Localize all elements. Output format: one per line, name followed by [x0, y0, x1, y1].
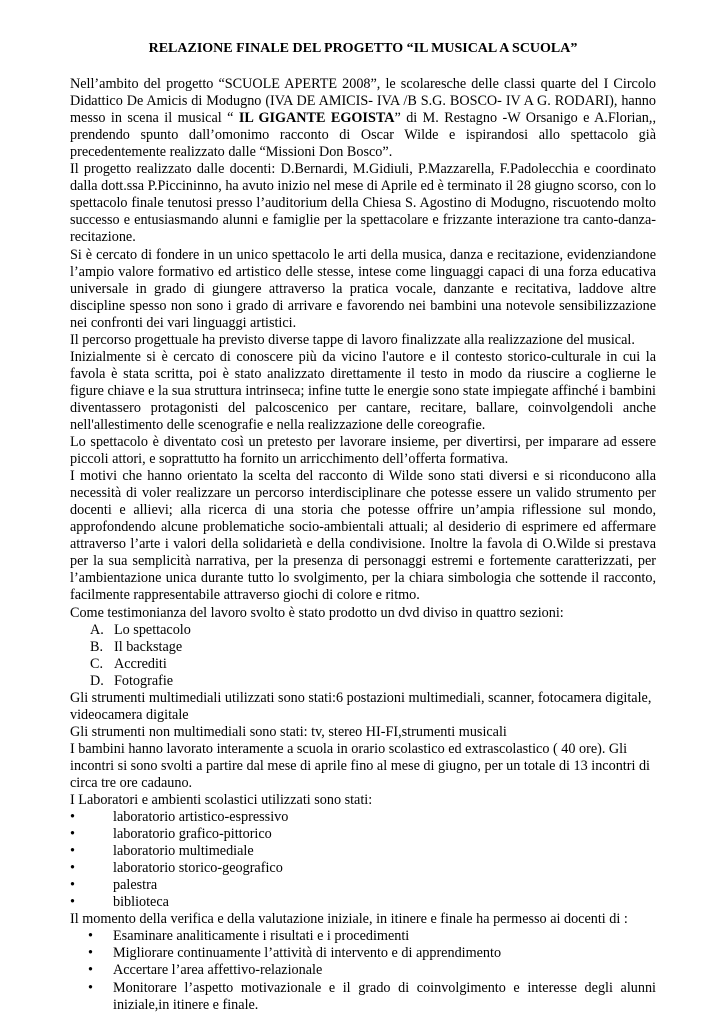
list-item: • Migliorare continuamente l’attività di intervento e di apprendimento [88, 945, 502, 962]
bullet-icon: • [88, 928, 93, 945]
list-item: • Accertare l’area affettivo-relazionale [88, 962, 323, 979]
bullet-icon: • [70, 894, 75, 911]
paragraph-percorso: Il percorso progettuale ha previsto diverse tappe di lavoro finalizzate alla realizzazione del musical. [70, 331, 635, 348]
list-item: D. Fotografie [90, 672, 174, 689]
paragraph-verifica: Il momento della verifica e della valutazione iniziale, in itinere e finale ha permesso ai docenti di : [70, 911, 628, 928]
paragraph-testimonianza: Come testimonianza del lavoro svolto è stato prodotto un dvd diviso in quattro sezioni: [70, 604, 564, 621]
labs-list [70, 809, 656, 911]
bullet-icon: • [70, 877, 75, 894]
document-page [70, 40, 656, 1014]
paragraph-inizialmente: Inizialmente si è cercato di conoscere più da vicino l'autore e il contesto storico-culturale in cui la favola è stata scritta, poi è stato analizzato direttamente il testo in modo da riuscire a coglierne le figure chiave e la sua struttura intrinseca; infine tutte le energie sono state impiegate affinché i bambini diventassero protagonisti del palcoscenico per cantare, recitare, ballare, coinvolgendoli anche nell'allestimento delle scenografie e nella realizzazione delle coreografie. [70, 348, 656, 433]
paragraph-strumenti-non-multimediali: Gli strumenti non multimediali sono stati: tv, stereo HI-FI,strumenti musicali [70, 723, 507, 740]
paragraph-strumenti-multimediali: Gli strumenti multimediali utilizzati sono stati:6 postazioni multimediali, scanner, fotocamera digitale, videocamera digitale [70, 689, 652, 723]
list-item: • laboratorio artistico-espressivo [70, 809, 289, 826]
paragraph-spettacolo: Lo spettacolo è diventato così un pretesto per lavorare insieme, per divertirsi, per imparare ad essere piccoli attori, e soprattutto ha fornito un arricchimento dell’offerta formativa. [70, 434, 656, 468]
list-item: • laboratorio storico-geografico [70, 860, 283, 877]
bullet-icon: • [88, 962, 93, 979]
paragraph-orario: I bambini hanno lavorato interamente a scuola in orario scolastico ed extrascolastico ( 40 ore). Gli incontri si sono svolti a partire dal mese di aprile fino al mese di giugno, per un totale di 13 incontri di circa tre ore cadauno. [70, 740, 650, 791]
dvd-sections-list [70, 622, 656, 690]
intro-text-start: Nell’ambito del progetto “SCUOLE APERTE 2008”, le scolaresche delle classi quarte del I Circolo Didattico De Amicis di Modugno (IVA DE AMICIS- IVA /B S.G. BOSCO- IV A G. RODARI), hanno messo in scena il musical “ [70, 76, 656, 127]
intro-text-end: ” di M. Restagno -W Orsanigo e A.Florian,, prendendo spunto dall’omonimo racconto di Oscar Wilde e ispirandosi allo spettacolo già precedentemente realizzato dalle “Missioni Don Bosco”. [70, 110, 656, 161]
bullet-icon: • [70, 860, 75, 877]
list-item: • laboratorio multimediale [70, 843, 254, 860]
paragraph-motivi: I motivi che hanno orientato la scelta del racconto di Wilde sono stati diversi e si riconducono alla necessità di voler realizzare un percorso interdisciplinare che potesse essere un valido strumento per docenti e allievi; alla ricerca di una storia che potesse offrire un’ampia riflessione sul mondo, approfondendo alcune problematiche socio-ambientali attuali; al desiderio di esprimere ed affermare attraverso l’arte i valori della solidarietà e della condivisione. Inoltre la favola di O.Wilde si prestava per la sua semplicità narrativa, per la presenza di personaggi estremi e fortemente caratterizzati, per l’ambientazione unica durante tutto lo svolgimento, per la chiara simbologia che sottende il racconto, facilmente rappresentabile attraverso giochi di colore e ritmo. [70, 468, 656, 604]
list-item: B. Il backstage [90, 638, 183, 655]
list-item: • biblioteca [70, 894, 169, 911]
paragraph-docenti: Il progetto realizzato dalle docenti: D.Bernardi, M.Gidiuli, P.Mazzarella, F.Padolecchia e coordinato dalla dott.ssa P.Piccininno, ha avuto inizio nel mese di Aprile ed è terminato il 28 giugno scorso, con lo spettacolo finale tenutosi presso l’auditorium della Chiesa S. Agostino di Modugno, riscuotendo molto successo e entusiasmando alunni e famiglie per la spettacolare e frizzante interazione tra canto-danza-recitazione. [70, 161, 656, 246]
list-item: • Monitorare l’aspetto motivazionale e il grado di coinvolgimento e interesse degli alunni iniziale,in itinere e finale. [88, 979, 656, 1013]
intro-paragraph [70, 76, 656, 161]
list-item: C. Accrediti [90, 655, 167, 672]
list-item: A. Lo spettacolo [90, 621, 191, 638]
verifica-list [70, 928, 656, 1013]
bullet-icon: • [70, 843, 75, 860]
list-item: • laboratorio grafico-pittorico [70, 826, 272, 843]
paragraph-arti: Si è cercato di fondere in un unico spettacolo le arti della musica, danza e recitazione, evidenziandone l’ampio valore formativo ed artistico delle stesse, intese come linguaggi capaci di una forza educativa universale in grado di giungere attraverso la pratica vocale, danzante e recitativa, laddove altre discipline spesso non sono i grado di arrivare e favorendo nei bambini una notevole sensibilizzazione nei confronti dei vari linguaggi artistici. [70, 246, 656, 331]
bullet-icon: • [70, 809, 75, 826]
document-title: RELAZIONE FINALE DEL PROGETTO “IL MUSICAL A SCUOLA” [148, 41, 578, 56]
bullet-icon: • [88, 945, 93, 962]
paragraph-laboratori: I Laboratori e ambienti scolastici utilizzati sono stati: [70, 792, 373, 809]
list-item: • palestra [70, 877, 158, 894]
bullet-icon: • [70, 826, 75, 843]
bullet-icon: • [88, 979, 93, 996]
list-item: • Esaminare analiticamente i risultati e i procedimenti [88, 928, 410, 945]
musical-title: IL GIGANTE EGOISTA [238, 110, 395, 127]
